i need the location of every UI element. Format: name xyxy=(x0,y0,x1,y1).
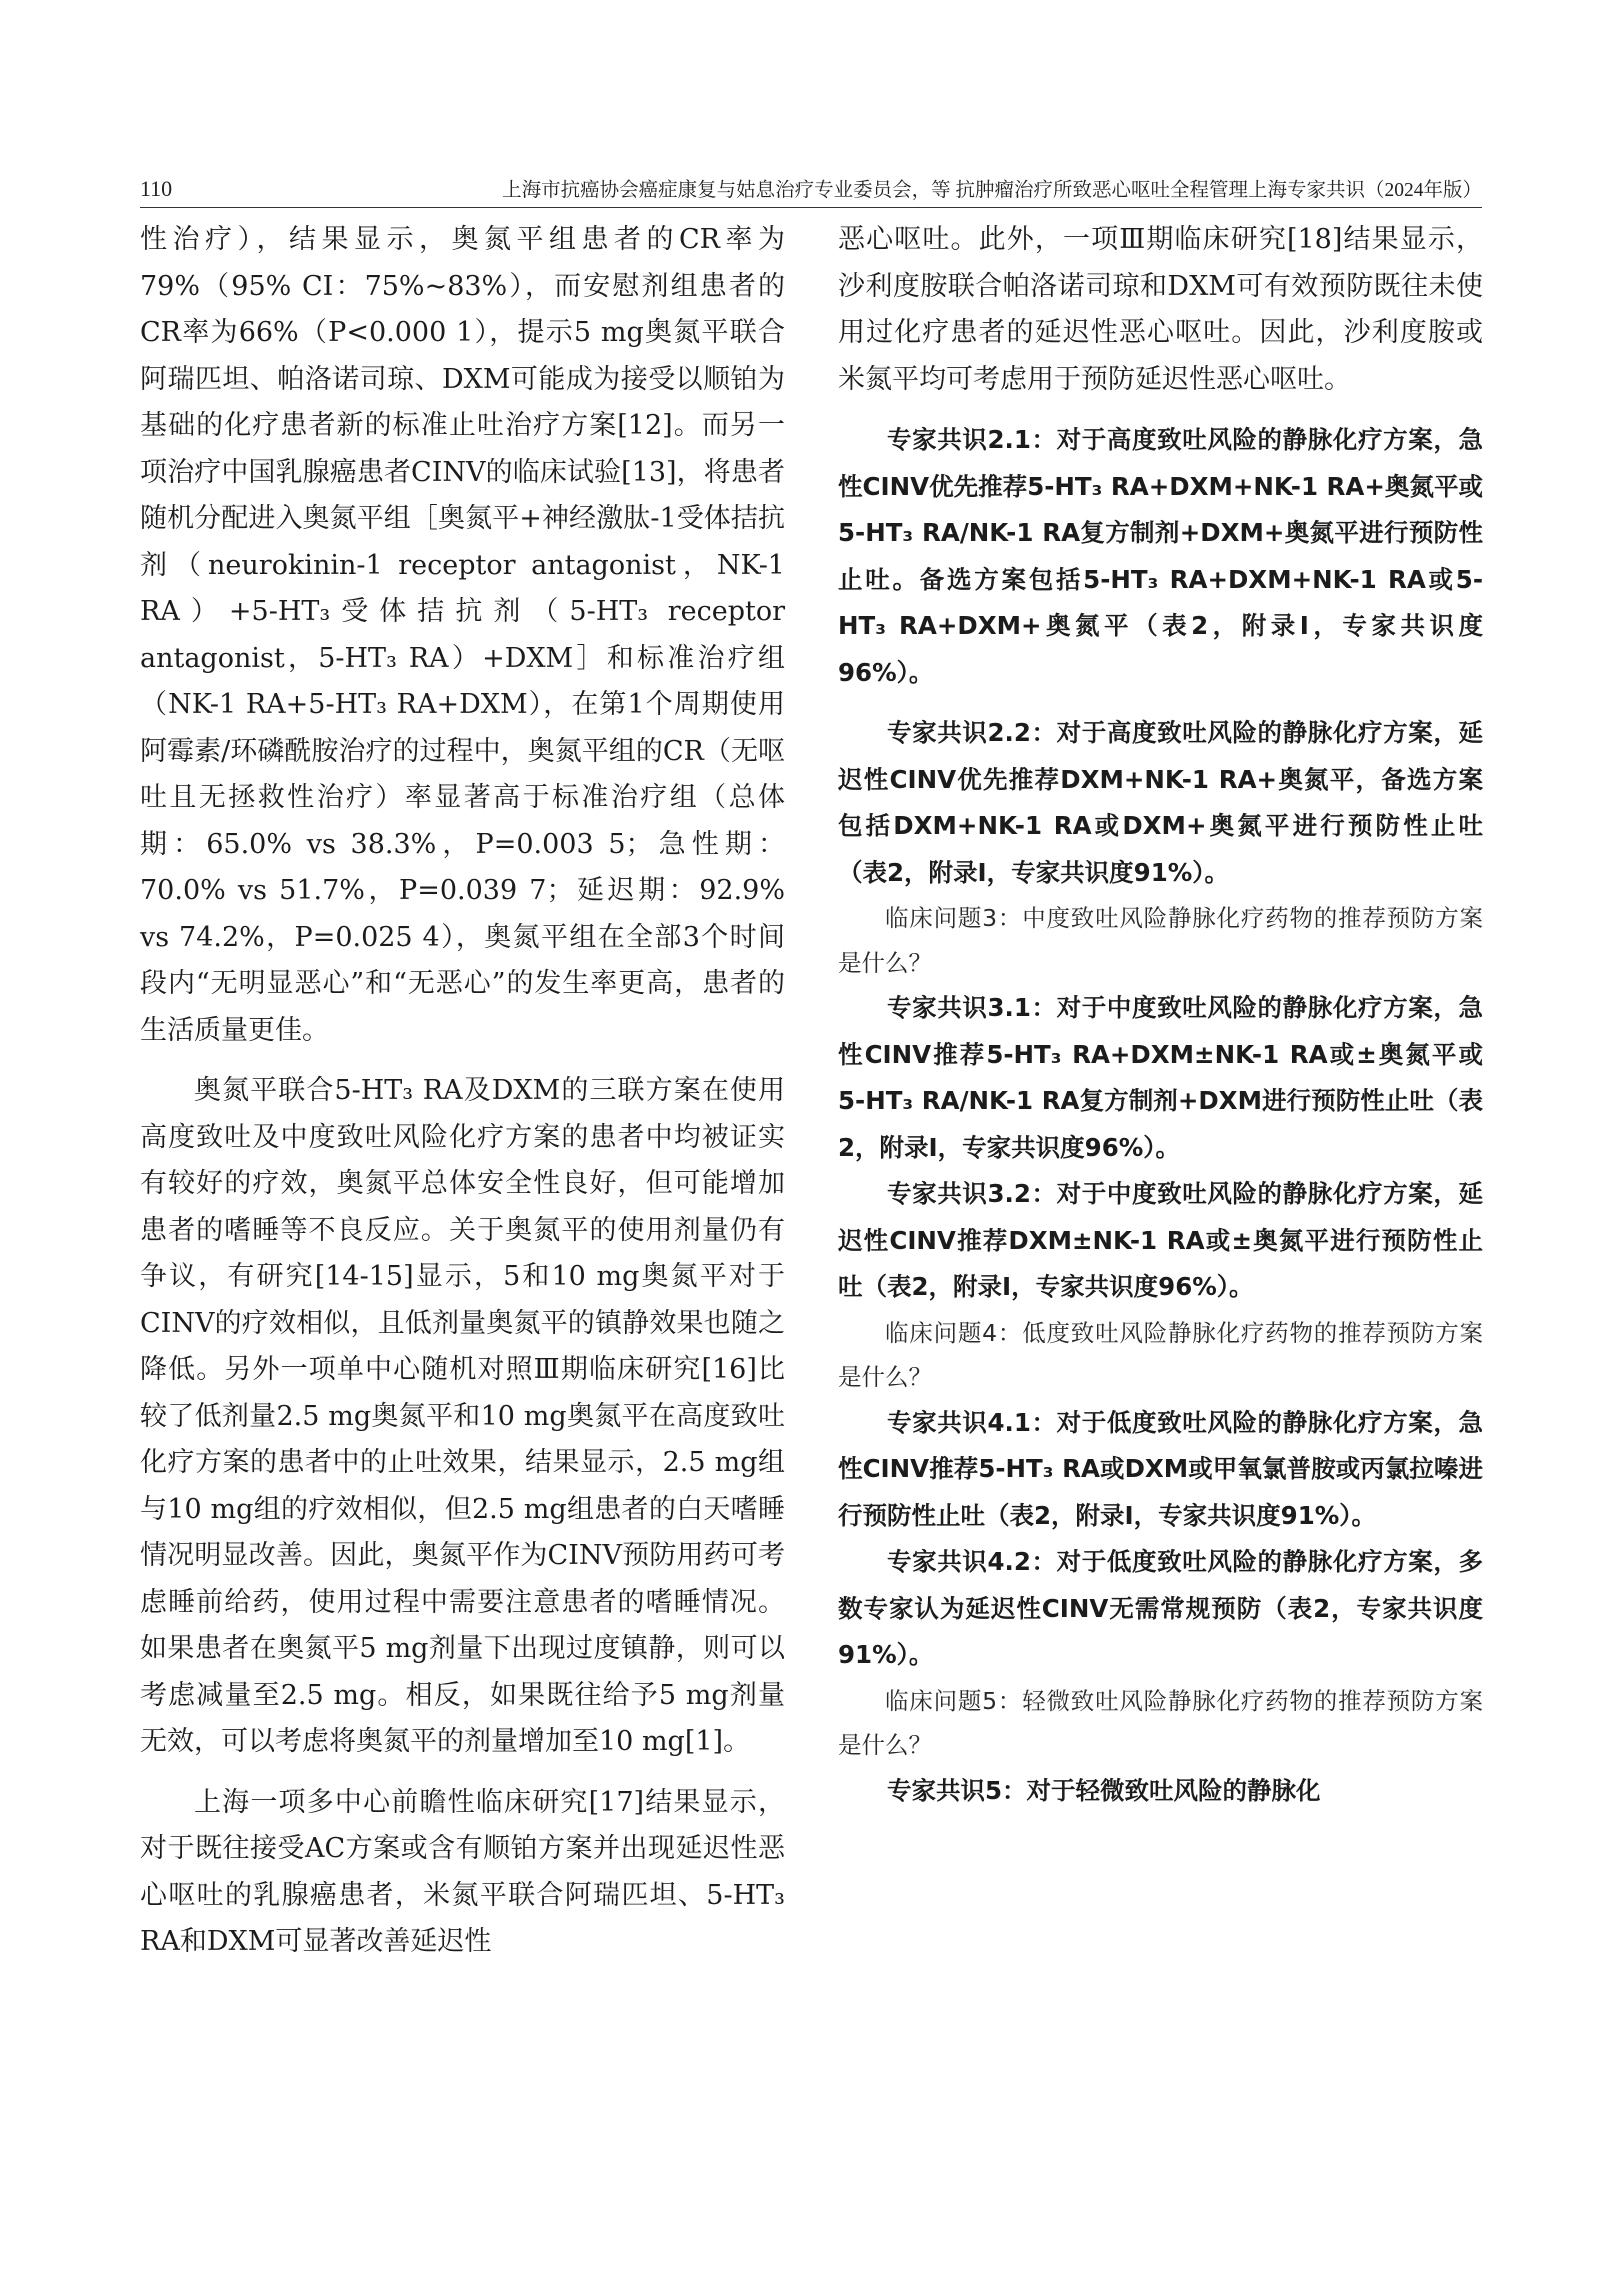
consensus-2-1: 专家共识2.1：对于高度致吐风险的静脉化疗方案，急性CINV优先推荐5-HT₃ RA+DXM+NK-1 RA+奥氮平或5-HT₃ RA/NK-1 RA复方制剂+DXM+奥氮平进行预防性止吐。备选方案包括5-HT₃ RA+DXM+NK-1 RA或5-HT₃ RA+DXM+奥氮平（表2，附录Ⅰ，专家共识度96%）。 xyxy=(838,425,1483,687)
consensus-3-2: 专家共识3.2：对于中度致吐风险的静脉化疗方案，延迟性CINV推荐DXM±NK-1 RA或±奥氮平进行预防性止吐（表2，附录Ⅰ，专家共识度96%）。 xyxy=(838,1179,1483,1301)
clinical-question-5: 临床问题5：轻微致吐风险静脉化疗药物的推荐预防方案是什么？ xyxy=(838,1686,1483,1759)
header-rule xyxy=(140,207,1482,208)
left-column xyxy=(140,217,785,1966)
running-title: 上海市抗癌协会癌症康复与姑息治疗专业委员会，等 抗肿瘤治疗所致恶心呕吐全程管理上海专家共识（2024年版） xyxy=(502,180,1482,201)
consensus-3-1: 专家共识3.1：对于中度致吐风险的静脉化疗方案，急性CINV推荐5-HT₃ RA+DXM±NK-1 RA或±奥氮平或5-HT₃ RA/NK-1 RA复方制剂+DXM进行预防性止吐（表2，附录Ⅰ，专家共识度96%）。 xyxy=(838,993,1483,1162)
consensus-4-1: 专家共识4.1：对于低度致吐风险的静脉化疗方案，急性CINV推荐5-HT₃ RA或DXM或甲氧氯普胺或丙氯拉嗪进行预防性止吐（表2，附录Ⅰ，专家共识度91%）。 xyxy=(838,1407,1483,1530)
paragraph-olanzapine-results: 性治疗），结果显示，奥氮平组患者的CR率为79%（95% CI：75%~83%），而安慰剂组患者的CR率为66%（P<0.000 1），提示5 mg奥氮平联合阿瑞匹坦、帕洛诺司琼、DXM可能成为接受以顺铂为基础的化疗患者新的标准止吐治疗方案[12]。而另一项治疗中国乳腺癌患者CINV的临床试验[13]，将患者随机分配进入奥氮平组［奥氮平+神经激肽-1受体拮抗剂（neurokinin-1 receptor antagonist，NK-1 RA）+5-HT₃受体拮抗剂（5-HT₃ receptor antagonist，5-HT₃ RA）+DXM］和标准治疗组（NK-1 RA+5-HT₃ RA+DXM），在第1个周期使用阿霉素/环磷酰胺治疗的过程中，奥氮平组的CR（无呕吐且无拯救性治疗）率显著高于标准治疗组（总体期：65.0% vs 38.3%，P=0.003 5；急性期：70.0% vs 51.7%，P=0.039 7；延迟期：92.9% vs 74.2%，P=0.025 4），奥氮平组在全部3个时间段内“无明显恶心”和“无恶心”的发生率更高，患者的生活质量更佳。 xyxy=(140,224,785,1046)
clinical-question-4: 临床问题4：低度致吐风险静脉化疗药物的推荐预防方案是什么？ xyxy=(838,1318,1483,1391)
page-number: 110 xyxy=(140,176,173,201)
clinical-question-3: 临床问题3：中度致吐风险静脉化疗药物的推荐预防方案是什么？ xyxy=(838,904,1483,977)
paragraph-mirtazapine-study: 上海一项多中心前瞻性临床研究[17]结果显示，对于既往接受AC方案或含有顺铂方案并出现延迟性恶心呕吐的乳腺癌患者，米氮平联合阿瑞匹坦、5-HT₃ RA和DXM可显著改善延迟性 xyxy=(140,1786,785,1957)
right-column xyxy=(838,217,1483,1814)
paragraph-thalidomide-study: 恶心呕吐。此外，一项Ⅲ期临床研究[18]结果显示，沙利度胺联合帕洛诺司琼和DXM可有效预防既往未使用过化疗患者的延迟性恶心呕吐。因此，沙利度胺或米氮平均可考虑用于预防延迟性恶心呕吐。 xyxy=(838,224,1483,395)
consensus-4-2: 专家共识4.2：对于低度致吐风险的静脉化疗方案，多数专家认为延迟性CINV无需常规预防（表2，专家共识度91%）。 xyxy=(838,1547,1483,1669)
consensus-2-2: 专家共识2.2：对于高度致吐风险的静脉化疗方案，延迟性CINV优先推荐DXM+NK-1 RA+奥氮平，备选方案包括DXM+NK-1 RA或DXM+奥氮平进行预防性止吐（表2，附录Ⅰ，专家共识度91%）。 xyxy=(838,718,1483,887)
consensus-5: 专家共识5：对于轻微致吐风险的静脉化 xyxy=(887,1775,1321,1805)
paragraph-olanzapine-dosing: 奥氮平联合5-HT₃ RA及DXM的三联方案在使用高度致吐及中度致吐风险化疗方案的患者中均被证实有较好的疗效，奥氮平总体安全性良好，但可能增加患者的嗜睡等不良反应。关于奥氮平的使用剂量仍有争议，有研究[14-15]显示，5和10 mg奥氮平对于CINV的疗效相似，且低剂量奥氮平的镇静效果也随之降低。另外一项单中心随机对照Ⅲ期临床研究[16]比较了低剂量2.5 mg奥氮平和10 mg奥氮平在高度致吐化疗方案的患者中的止吐效果，结果显示，2.5 mg组与10 mg组的疗效相似，但2.5 mg组患者的白天嗜睡情况明显改善。因此，奥氮平作为CINV预防用药可考虑睡前给药，使用过程中需要注意患者的嗜睡情况。如果患者在奥氮平5 mg剂量下出现过度镇静，则可以考虑减量至2.5 mg。相反，如果既往给予5 mg剂量无效，可以考虑将奥氮平的剂量增加至10 mg[1]。 xyxy=(140,1075,785,1757)
running-header xyxy=(140,170,1482,202)
